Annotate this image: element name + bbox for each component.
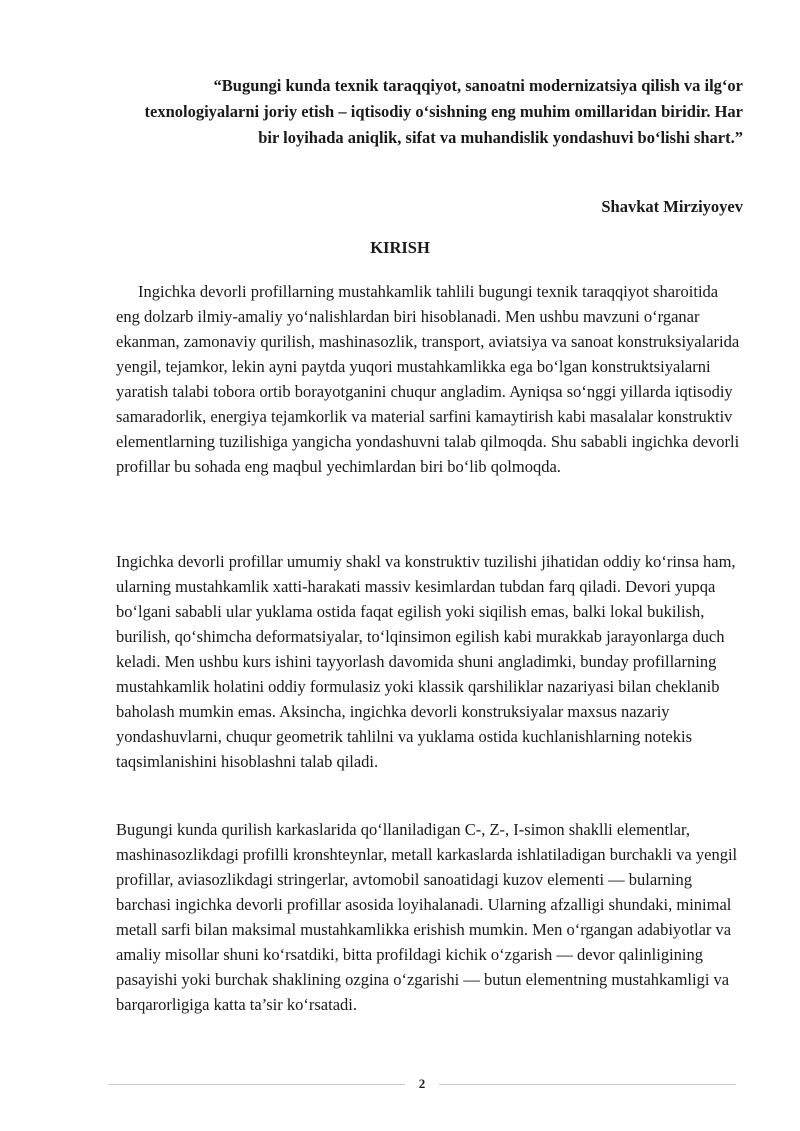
epigraph-author: Shavkat Mirziyoyev xyxy=(601,197,743,216)
page-footer xyxy=(108,1073,736,1095)
body-paragraph-2: Ingichka devorli profillar umumiy shakl va konstruktiv tuzilishi jihatidan oddiy ko‘rinsa ham, ularning mustahkamlik xatti-harakati massiv kesimlardan tubdan farq qiladi. Devori yupqa bo‘lgani sababli ular yuklama ostida faqat egilish yoki siqilish emas, balki lokal bukilish, burilish, qo‘shimcha deformatsiyalar, to‘lqinsimon egilish kabi murakkab jarayonlarga duch keladi. Men ushbu kurs ishini tayyorlash davomida shuni angladimki, bunday profillarning mustahkamlik holatini oddiy formulasiz yoki klassik qarshiliklar nazariyasi bilan cheklanib baholash mumkin emas. Aksincha, ingichka devorli konstruksiyalar maxsus nazariy yondashuvlarni, chuqur geometrik tahlilni va yuklama ostida kuchlanishlarning notekis taqsimlanishini hisoblashni talab qiladi. xyxy=(116,552,736,771)
page-number: 2 xyxy=(418,1076,426,1091)
footer-rule-right xyxy=(439,1084,736,1085)
body-paragraph-3: Bugungi kunda qurilish karkaslarida qo‘llaniladigan C-, Z-, I-simon shaklli elementlar, mashinasozlikdagi profilli kronshteynlar, metall karkaslarda ishlatiladigan burchakli va yengil profillar, aviasozlikdagi stringerlar, avtomobil sanoatidagi kuzov elementi — bularning barchasi ingichka devorli profillar asosida loyihalanadi. Ularning afzalligi shundaki, minimal metall sarfi bilan maksimal mustahkamlikka erishish mumkin. Men o‘rgangan adabiyotlar va amaliy misollar shuni ko‘rsatdiki, bitta profildagi kichik o‘zgarish — devor qalinligining pasayishi yoki burchak shaklining ozgina o‘zgarishi — butun elementning mustahkamligi va barqarorligiga katta ta’sir ko‘rsatadi. xyxy=(116,820,738,1014)
section-heading: KIRISH xyxy=(370,238,430,257)
footer-rule-left xyxy=(108,1084,405,1085)
body-paragraph-1: Ingichka devorli profillarning mustahkamlik tahlili bugungi texnik taraqqiyot sharoitida eng dolzarb ilmiy-amaliy yo‘nalishlardan biri hisoblanadi. Men ushbu mavzuni o‘rganar ekanman, zamonaviy qurilish, mashinasozlik, transport, aviatsiya va sanoat konstruksiyalarida yengil, tejamkor, lekin ayni paytda yuqori mustahkamlikka ega bo‘lgan konstruktsiyalarni yaratish talabi tobora ortib borayotganini chuqur angladim. Ayniqsa so‘nggi yillarda iqtisodiy samaradorlik, energiya tejamkorlik va material sarfini kamaytirish kabi masalalar konstruktiv elementlarning tuzilishiga yangicha yondashuvni talab qilmoqda. Shu sababli ingichka devorli profillar bu sohada eng maqbul yechimlardan biri bo‘lib qolmoqda. xyxy=(116,282,740,476)
epigraph-quote: “Bugungi kunda texnik taraqqiyot, sanoatni modernizatsiya qilish va ilg‘or texnologiyalarni joriy etish – iqtisodiy o‘sishning eng muhim omillaridan biridir. Har bir loyihada aniqlik, sifat va muhandislik yondashuvi bo‘lishi shart.” xyxy=(144,76,743,147)
